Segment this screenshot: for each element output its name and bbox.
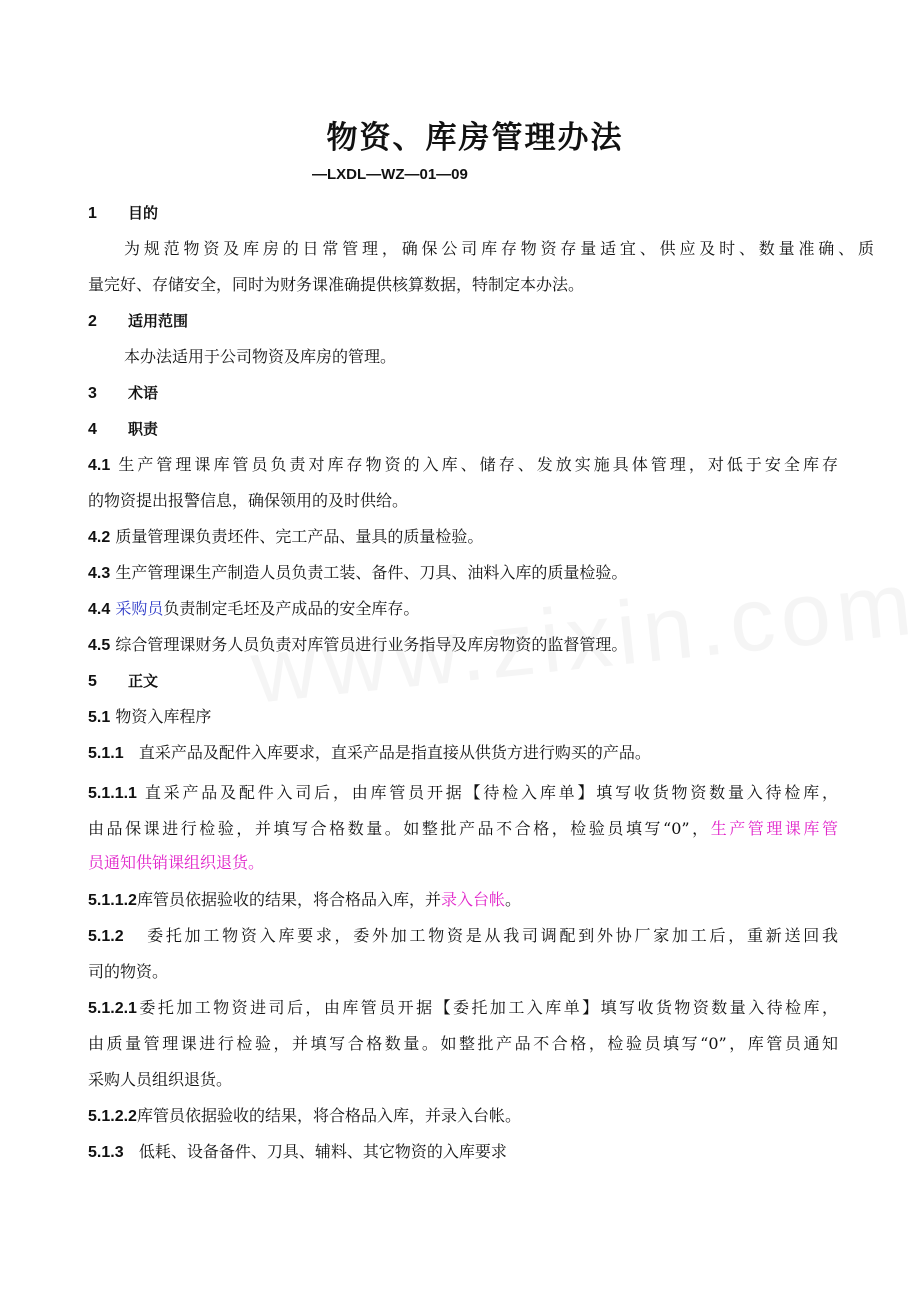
item-number: 5.1.1: [88, 745, 124, 762]
item-text: 库管员依据验收的结果，将合格品入库，并: [136, 890, 441, 909]
item-number: 4.5: [88, 637, 111, 654]
item-5-1-2-2: [88, 1098, 838, 1135]
highlight-text: 生产管理课库管: [710, 819, 838, 838]
page-title: 物资、库房管理办法: [326, 120, 624, 156]
section-label: 职责: [128, 420, 159, 438]
section-number: 4: [88, 421, 97, 438]
item-text: 综合管理课财务人员负责对库管员进行业务指导及库房物资的监督管理。: [115, 635, 628, 654]
section-label: 适用范围: [128, 312, 189, 330]
item-5-1: [88, 699, 838, 736]
item-4-1-line2: 的物资提出报警信息，确保领用的及时供给。: [88, 491, 409, 510]
item-5-1-2-1-line2: 由质量管理课进行检验，并填写合格数量。如整批产品不合格，检验员填写“0”，库管员通知: [88, 1034, 838, 1053]
item-5-1-2-1-line3: 采购人员组织退货。: [88, 1070, 233, 1089]
item-5-1-2-1-line1: [88, 990, 838, 1027]
item-5-1-1-1-line3: 员通知供销课组织退货。: [88, 853, 265, 872]
item-text: 直采产品及配件入库要求，直采产品是指直接从供货方进行购买的产品。: [138, 743, 651, 762]
item-text: 物资入库程序: [115, 707, 212, 726]
section-3-heading: [88, 375, 838, 412]
item-number: 5.1.1.2: [88, 892, 137, 909]
section-label: 正文: [128, 672, 159, 690]
item-text: 委托加工物资进司后，由库管员开据【委托加工入库单】填写收货物资数量入待检库，: [136, 998, 838, 1017]
item-number: 5.1.3: [88, 1144, 124, 1161]
item-text-end: 。: [504, 890, 521, 909]
item-number: 4.3: [88, 565, 111, 582]
item-5-1-2-line1: [88, 918, 838, 955]
item-text: 质量管理课负责坯件、完工产品、量具的质量检验。: [115, 527, 484, 546]
item-5-1-1: [88, 735, 838, 772]
item-text: 库管员依据验收的结果，将合格品入库，并录入台帐。: [136, 1106, 521, 1125]
section-2-heading: [88, 303, 838, 340]
item-text: 低耗、设备备件、刀具、辅料、其它物资的入库要求: [138, 1142, 507, 1161]
item-5-1-1-2: [88, 882, 838, 919]
item-text: 直采产品及配件入司后，由库管员开据【待检入库单】填写收货物资数量入待检库，: [144, 783, 838, 802]
item-number: 4.2: [88, 529, 111, 546]
paragraph-scope: 本办法适用于公司物资及库房的管理。: [124, 347, 397, 366]
item-4-5: [88, 627, 838, 664]
item-5-1-1-1-line1: [88, 775, 838, 812]
section-number: 5: [88, 673, 97, 690]
section-label: 目的: [128, 204, 159, 222]
item-4-3: [88, 555, 838, 592]
ledger-link[interactable]: 录入台帐: [440, 890, 505, 909]
document-code: —LXDL—WZ—01—09: [312, 166, 468, 183]
section-number: 3: [88, 385, 97, 402]
item-number: 4.1: [88, 457, 111, 474]
section-5-heading: [88, 663, 838, 700]
item-4-1-line1: [88, 447, 838, 484]
item-text: 生产管理课生产制造人员负责工装、备件、刀具、油料入库的质量检验。: [115, 563, 628, 582]
item-text: 委托加工物资入库要求，委外加工物资是从我司调配到外协厂家加工后，重新送回我: [147, 926, 838, 945]
item-5-1-2-line2: 司的物资。: [88, 962, 169, 981]
item-number: 5.1.2.2: [88, 1108, 137, 1125]
item-5-1-1-1-line2: [88, 811, 838, 847]
item-text: 负责制定毛坯及产成品的安全库存。: [163, 599, 420, 618]
item-4-2: [88, 519, 838, 556]
item-number: 5.1: [88, 709, 111, 726]
item-number: 5.1.2.1: [88, 1000, 137, 1017]
item-number: 5.1.2: [88, 928, 124, 945]
paragraph-purpose-line1: 为规范物资及库房的日常管理，确保公司库存物资存量适宜、供应及时、数量准确、质: [124, 239, 874, 258]
section-4-heading: [88, 411, 838, 448]
item-5-1-3: [88, 1134, 838, 1171]
section-number: 2: [88, 313, 97, 330]
item-text: 由品保课进行检验，并填写合格数量。如整批产品不合格，检验员填写“0”，: [88, 819, 711, 838]
section-1-heading: [88, 195, 838, 232]
item-text: 生产管理课库管员负责对库存物资的入库、储存、发放实施具体管理，对低于安全库存: [118, 455, 838, 474]
paragraph-purpose-line2: 量完好、存储安全，同时为财务课准确提供核算数据，特制定本办法。: [88, 275, 585, 294]
item-number: 5.1.1.1: [88, 785, 137, 802]
item-number: 4.4: [88, 601, 111, 618]
item-4-4: [88, 591, 838, 628]
section-label: 术语: [128, 384, 159, 402]
section-number: 1: [88, 205, 97, 222]
purchaser-link[interactable]: 采购员: [115, 599, 164, 618]
